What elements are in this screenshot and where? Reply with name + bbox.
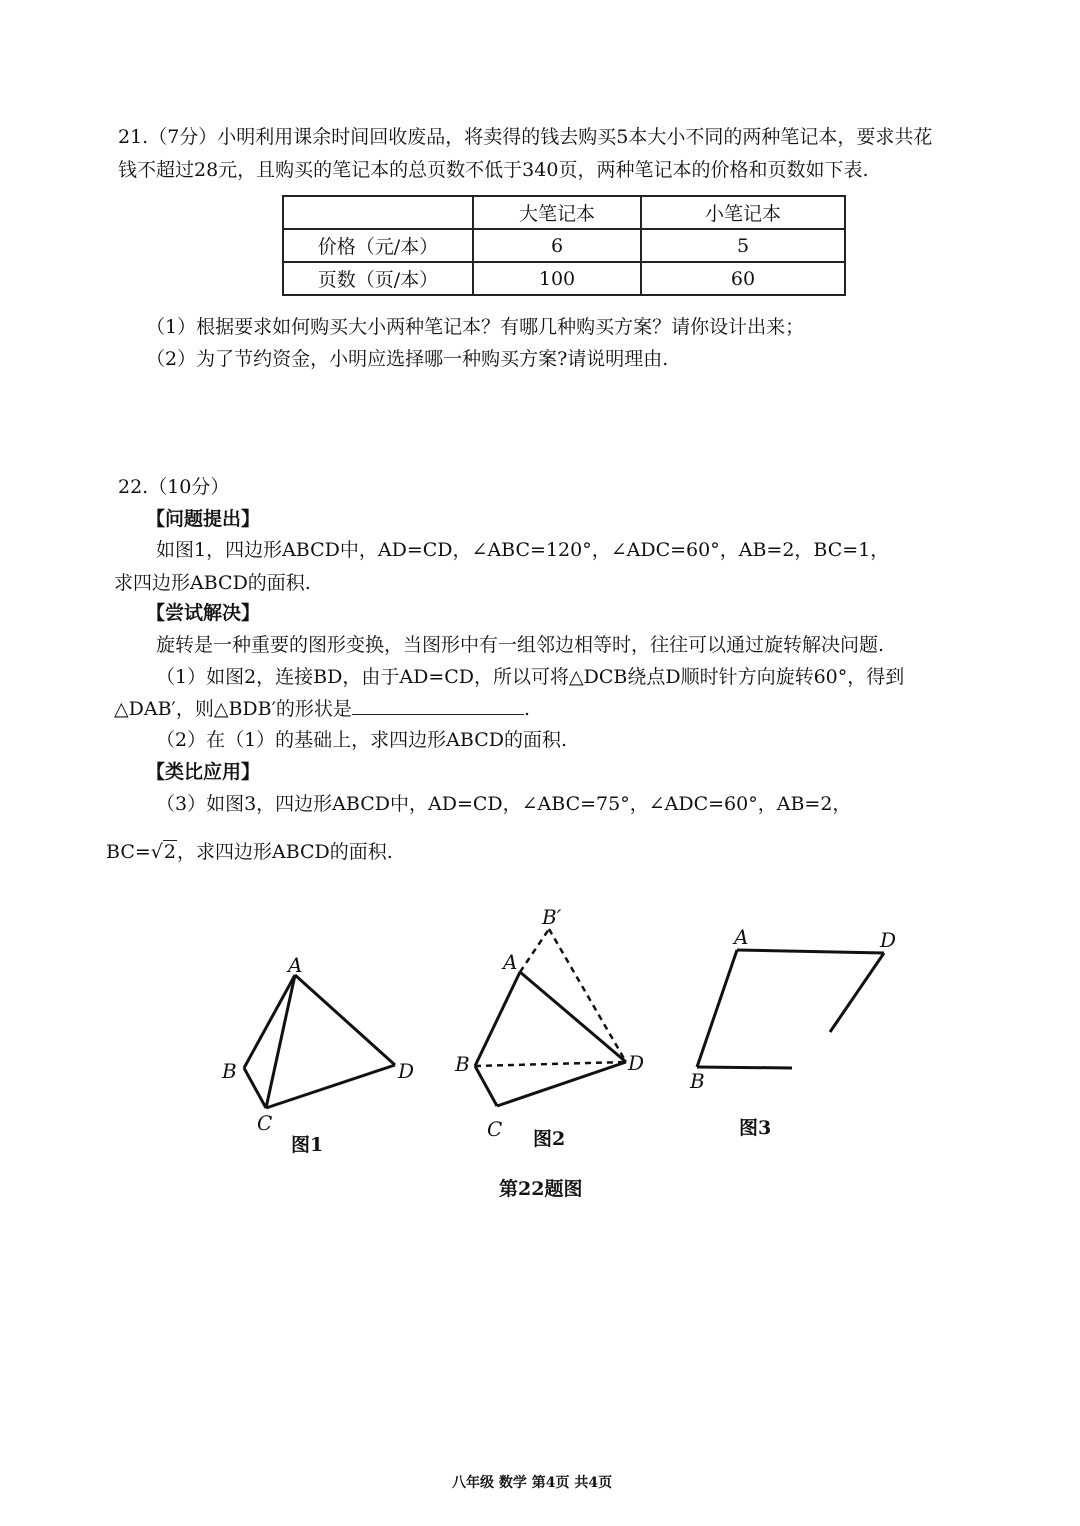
q22-part3-bc: BC=	[106, 841, 151, 863]
fig2-label-b-prime: B′	[542, 905, 562, 929]
fig3-label-a: A	[734, 925, 749, 949]
fig1-label-d: D	[398, 1059, 415, 1083]
fig1-segment-cd	[266, 1065, 395, 1108]
fig1-segment-ab	[244, 975, 295, 1068]
fig2-segment-ab-prime	[520, 929, 549, 972]
fig3-label-d: D	[880, 928, 897, 952]
q22-problem-line1: 如图1，四边形ABCD中，AD=CD，∠ABC=120°，∠ADC=60°，AB=2，BC=1，	[156, 539, 890, 561]
fig1-label-a: A	[288, 953, 303, 977]
q22-section-problem: 【问题提出】	[146, 508, 261, 530]
fig2-segment-cd	[497, 1062, 626, 1106]
fig2-segment-bd	[475, 1062, 626, 1066]
sqrt-expression: √2	[150, 841, 176, 863]
fig2-caption: 图2	[533, 1128, 566, 1150]
figure-3	[697, 950, 884, 1068]
table-cell: 100	[473, 262, 641, 295]
fig3-label-b: B	[690, 1069, 705, 1093]
fig2-label-a: A	[503, 950, 518, 974]
figure-2	[475, 972, 626, 1106]
q22-title: 22.（10分）	[118, 476, 230, 498]
fig2-label-c: C	[487, 1117, 503, 1141]
figure-1	[244, 975, 395, 1108]
fig2-segment-ab	[475, 972, 520, 1066]
q22-rotation-intro: 旋转是一种重要的图形变换，当图形中有一组邻边相等时，往往可以通过旋转解决问题.	[156, 634, 885, 656]
q22-section-attempt: 【尝试解决】	[146, 602, 261, 624]
q22-problem-line2: 求四边形ABCD的面积.	[114, 572, 311, 594]
fig3-segment-bc-partial	[697, 1067, 792, 1068]
table-cell: 5	[641, 229, 845, 262]
table-cell: 价格（元/本）	[283, 229, 473, 262]
fig1-segment-bc	[244, 1068, 266, 1108]
fig3-segment-ab	[697, 950, 737, 1067]
table-cell: 页数（页/本）	[283, 262, 473, 295]
q22-part1-text: △DAB′，则△BDB′的形状是	[114, 698, 352, 720]
sqrt-radicand: 2	[163, 841, 176, 863]
q21-line1: 21.（7分）小明利用课余时间回收废品，将卖得的钱去购买5本大小不同的两种笔记本，要求共花	[118, 126, 933, 148]
fig3-caption: 图3	[739, 1117, 772, 1139]
q21-line2: 钱不超过28元，且购买的笔记本的总页数不低于340页，两种笔记本的价格和页数如下表.	[118, 159, 869, 181]
table-cell: 6	[473, 229, 641, 262]
fig2-label-b: B	[455, 1052, 470, 1076]
q22-section-analogy: 【类比应用】	[146, 761, 261, 783]
fig1-segment-ad	[295, 975, 395, 1065]
figure-group-caption: 第22题图	[499, 1178, 583, 1200]
q22-part2: （2）在（1）的基础上，求四边形ABCD的面积.	[156, 729, 568, 751]
fig2-label-d: D	[628, 1051, 645, 1075]
page-footer: 八年级 数学 第4页 共4页	[452, 1475, 613, 1491]
q22-part1-line1: （1）如图2，连接BD，由于AD=CD，所以可将△DCB绕点D顺时针方向旋转60°，得到	[156, 666, 905, 688]
fig2-segment-ad	[520, 972, 626, 1062]
table-header-cell: 大笔记本	[473, 196, 641, 229]
q21-part1: （1）根据要求如何购买大小两种笔记本？有哪几种购买方案？请你设计出来；	[146, 316, 805, 338]
fig1-label-c: C	[257, 1111, 273, 1135]
fig2-segment-bc	[475, 1066, 497, 1106]
table-cell: 60	[641, 262, 845, 295]
q22-part1-period: .	[523, 698, 530, 720]
fig1-label-b: B	[222, 1059, 237, 1083]
table-header-cell: 小笔记本	[641, 196, 845, 229]
q22-part3-rest: ，求四边形ABCD的面积.	[176, 841, 393, 863]
fig2-segment-b-prime-d	[549, 929, 626, 1062]
q21-part2: （2）为了节约资金，小明应选择哪一种购买方案?请说明理由.	[146, 348, 669, 370]
fig3-segment-ad	[737, 950, 884, 953]
q22-part3-line1: （3）如图3，四边形ABCD中，AD=CD，∠ABC=75°，∠ADC=60°，AB=2，	[156, 793, 852, 815]
fig3-segment-dc-partial	[830, 953, 884, 1032]
fig1-caption: 图1	[291, 1134, 324, 1156]
fig1-segment-ac	[266, 975, 295, 1108]
